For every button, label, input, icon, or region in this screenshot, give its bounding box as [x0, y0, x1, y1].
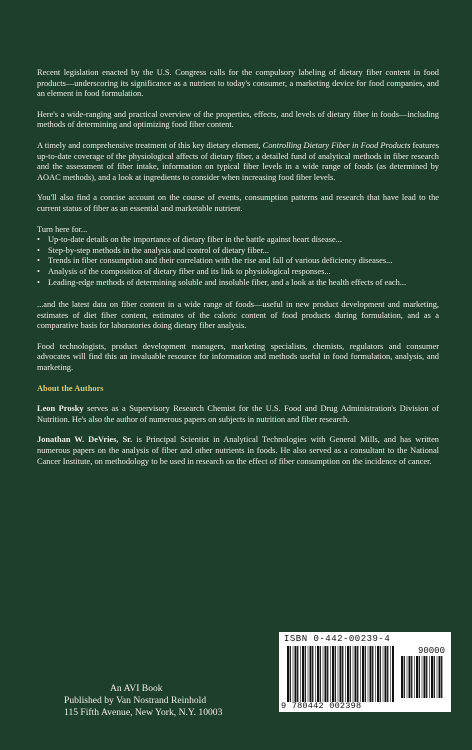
barcode-bar	[404, 656, 405, 698]
barcode-bar	[365, 646, 366, 702]
barcode-bar	[293, 646, 294, 702]
publisher-imprint	[64, 683, 264, 719]
blurb	[37, 68, 439, 477]
isbn-text: ISBN 0-442-00239-4	[284, 634, 391, 644]
barcode-bar	[426, 656, 427, 698]
barcode-bar	[353, 646, 354, 702]
imprint-line: 115 Fifth Avenue, New York, N.Y. 10003	[64, 707, 223, 718]
feature-list	[37, 235, 439, 288]
barcode-bar	[317, 646, 319, 702]
barcode-bar	[368, 646, 369, 702]
barcode-bar	[411, 656, 412, 698]
imprint-line: An AVI Book	[110, 683, 163, 694]
audience-paragraph: Food technologists, product development managers, marketing specialists, chemists, regulators and consumer advocates will find this an invaluable resource for information and methods useful in food formulation, analysis, and marketing.	[37, 341, 439, 373]
barcode-bar	[390, 646, 391, 702]
barcode-number: 9 780442 002398	[281, 701, 362, 711]
barcode-bar	[325, 646, 327, 702]
barcode-bar	[377, 646, 379, 702]
author-bio-prosky	[37, 404, 439, 425]
barcode-bar	[310, 646, 312, 702]
barcode-bar	[342, 646, 343, 702]
about-authors-heading: About the Authors	[37, 383, 104, 393]
barcode-bar	[392, 646, 394, 702]
barcode-bar	[320, 646, 321, 702]
barcode-bar	[332, 646, 334, 702]
barcode-bar	[380, 646, 381, 702]
feature-item: • Analysis of the composition of dietary fiber and its link to physiological responses...	[37, 267, 439, 278]
barcode-bar	[330, 646, 331, 702]
barcode-bar	[308, 646, 309, 702]
author-name: Leon Prosky	[37, 404, 84, 414]
intro-paragraph: Recent legislation enacted by the U.S. Congress calls for the compulsory labeling of dietary fiber content in food products—underscoring its significance as a nutrient to today's consumer, a marketing device for food companies, and an element in food formulation.	[37, 68, 439, 99]
addon-barcode	[401, 656, 443, 698]
barcode-bar	[434, 656, 435, 698]
barcode-bar	[387, 646, 388, 702]
author-bio-devries	[37, 435, 439, 467]
barcode-label	[279, 632, 451, 712]
barcode-bar	[375, 646, 376, 702]
barcode-bar	[407, 656, 408, 698]
barcode-bar	[290, 646, 291, 702]
barcode-bar	[401, 656, 403, 698]
barcode-bar	[431, 656, 433, 698]
feature-item: • Leading-edge methods of determining soluble and insoluble fiber, and a look at the health effects of each...	[37, 278, 439, 289]
barcode-bar	[362, 646, 364, 702]
barcode-bar	[350, 646, 351, 702]
ean-barcode	[287, 646, 395, 702]
barcode-bar	[295, 646, 297, 702]
feature-item: • Trends in fiber consumption and their correlation with the rise and fall of various deficiency diseases...	[37, 256, 439, 267]
feature-item: • Up-to-date details on the importance of dietary fiber in the battle against heart disease...	[37, 235, 439, 246]
barcode-bar	[360, 646, 361, 702]
turn-here-label: Turn here for...	[37, 224, 88, 234]
treatment-text-end: features up-to-date coverage of the physiological affects of dietary fiber, a detailed fund of analytical methods in fiber research and the assessment of fiber intake, information on typical fiber levels in a wide range of foods (as determined by AOAC methods), and a look at ingredients to consider when increasing food fiber levels.	[37, 140, 440, 182]
data-paragraph: ...and the latest data on fiber content in a wide range of foods—useful in new product development and marketing, estimates of diet fiber content, estimates of the caloric content of food products during formulation, and as a comparative basis for laboratories doing dietary fiber analysis.	[37, 300, 439, 331]
barcode-bar	[335, 646, 336, 702]
barcode-bar	[414, 656, 415, 698]
barcode-bar	[302, 646, 304, 702]
barcode-bar	[305, 646, 306, 702]
author-name: Jonathan W. DeVries, Sr.	[37, 435, 133, 445]
barcode-bar	[409, 656, 411, 698]
barcode-bar	[345, 646, 346, 702]
imprint-line: Published by Van Nostrand Reinhold	[64, 695, 207, 706]
overview-paragraph: Here's a wide-ranging and practical overview of the properties, effects, and levels of dietary fiber in foods—including methods of determining and optimizing food fiber content.	[37, 109, 439, 130]
barcode-bar	[416, 656, 418, 698]
barcode-bar	[327, 646, 328, 702]
book-title: Controlling Dietary Fiber in Food Products	[262, 140, 411, 150]
barcode-bar	[441, 656, 442, 698]
barcode-bar	[385, 646, 387, 702]
author-bio-text: serves as a Supervisory Research Chemist for the U.S. Food and Drug Administration's Division of Nutrition. He's also the author of numerous papers on subjects in nutrition and fiber research.	[37, 404, 440, 424]
feature-item: • Step-by-step methods in the analysis and control of dietary fiber...	[37, 246, 439, 257]
barcode-bar	[315, 646, 316, 702]
barcode-bar	[370, 646, 372, 702]
treatment-paragraph	[37, 141, 439, 183]
treatment-text-start: A timely and comprehensive treatment of this key dietary element,	[37, 140, 263, 150]
barcode-bar	[383, 646, 384, 702]
barcode-bar	[312, 646, 313, 702]
barcode-bar	[422, 656, 423, 698]
barcode-bar	[357, 646, 358, 702]
barcode-bar	[419, 656, 420, 698]
barcode-bar	[424, 656, 426, 698]
barcode-bar	[347, 646, 349, 702]
barcode-bar	[338, 646, 339, 702]
barcode-bar	[300, 646, 301, 702]
barcode-bar	[372, 646, 373, 702]
barcode-bar	[439, 656, 441, 698]
barcode-bar	[297, 646, 298, 702]
barcode-bar	[340, 646, 342, 702]
history-paragraph: You'll also find a concise account on the course of events, consumption patterns and research that have lead to the current status of fiber as an essential and marketable nutrient.	[37, 193, 439, 213]
barcode-bar	[323, 646, 324, 702]
barcode-bar	[429, 656, 430, 698]
price-code: 90000	[417, 646, 445, 656]
author-bio-text: is Principal Scientist in Analytical Technologies with General Mills, and has written numerous papers on the analysis of fiber and other nutrients in foods. He also served as a consultant to the National Cancer Institute, on methodology to be used in research on the effect of fiber consumption on the incidence of cancer.	[37, 435, 439, 466]
barcode-bar	[355, 646, 357, 702]
barcode-bar	[287, 646, 289, 702]
barcode-bar	[437, 656, 438, 698]
